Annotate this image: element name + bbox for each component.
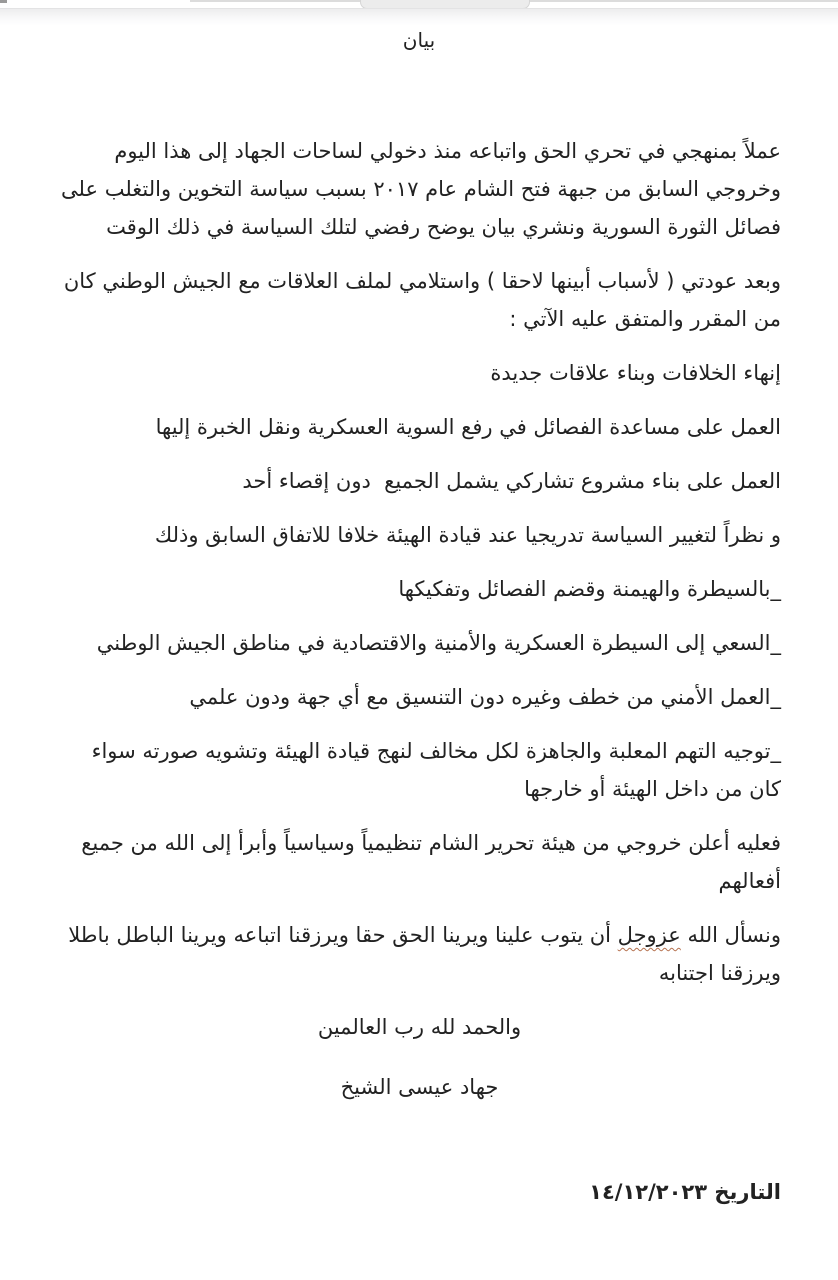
agreed-point-2: العمل على مساعدة الفصائل في رفع السوية العسكرية ونقل الخبرة إليها [155,415,781,439]
dua-text-pre: ونسأل الله [680,923,781,947]
grievance-item-4: _توجيه التهم المعلبة والجاهزة لكل مخالف لنهج قيادة الهيئة وتشويه صورته سواء كان من داخل الهيئة أو خارجها [84,739,781,801]
grievance-item-3: _العمل الأمني من خطف وغيره دون التنسيق مع أي جهة ودون علمي [189,685,781,709]
top-left-speck [0,0,7,3]
document-body [54,132,781,1227]
signature-name: جهاد عيسى الشيخ [340,1075,499,1099]
grievance-item-2: _السعي إلى السيطرة العسكرية والأمنية والاقتصادية في مناطق الجيش الوطني [96,631,781,655]
paragraph-dua [58,916,781,992]
paragraph-return-and-agreement: وبعد عودتي ( لأسباب أبينها لاحقا ) واستلامي لملف العلاقات مع الجيش الوطني كان من المقرر والمتفق عليه الآتي : [57,269,781,331]
paragraph-policy-change: و نظراً لتغيير السياسة تدريجيا عند قيادة الهيئة خلافا للاتفاق السابق وذلك [154,523,781,547]
closing-praise-line: والحمد لله رب العالمين [317,1015,522,1039]
top-gradient-shadow [0,8,838,26]
date-line: التاريخ ١٤/١٢/٢٠٢٣ [589,1180,781,1204]
top-edge-artifact [0,0,838,26]
grievance-item-1: _بالسيطرة والهيمنة وقضم الفصائل وتفكيكها [398,577,781,601]
spellcheck-underlined-word: عزوجل [617,923,681,947]
dua-text-post: أن يتوب علينا ويرينا الحق حقا ويرزقنا اتباعه ويرينا الباطل باطلا ويرزقنا اجتنابه [61,923,781,985]
paragraph-announcement: فعليه أعلن خروجي من هيئة تحرير الشام تنظيمياً وسياسياً وأبرأ إلى الله من جميع أفعالهم [74,831,781,893]
top-hairline [190,0,838,2]
agreed-point-1: إنهاء الخلافات وبناء علاقات جديدة [490,361,781,385]
top-tab-shape [360,0,530,9]
document-title: بيان [402,28,436,52]
agreed-point-3: العمل على بناء مشروع تشاركي يشمل الجميع دون إقصاء أحد [242,469,781,493]
paragraph-intro: عملاً بمنهجي في تحري الحق واتباعه منذ دخولي لساحات الجهاد إلى هذا اليوم وخروجي السابق من جبهة فتح الشام عام ٢٠١٧ بسبب سياسة التخوين والتغلب على فصائل الثورة السورية ونشري بيان يوضح رفضي لتلك السياسة في ذلك الوقت [54,139,781,239]
